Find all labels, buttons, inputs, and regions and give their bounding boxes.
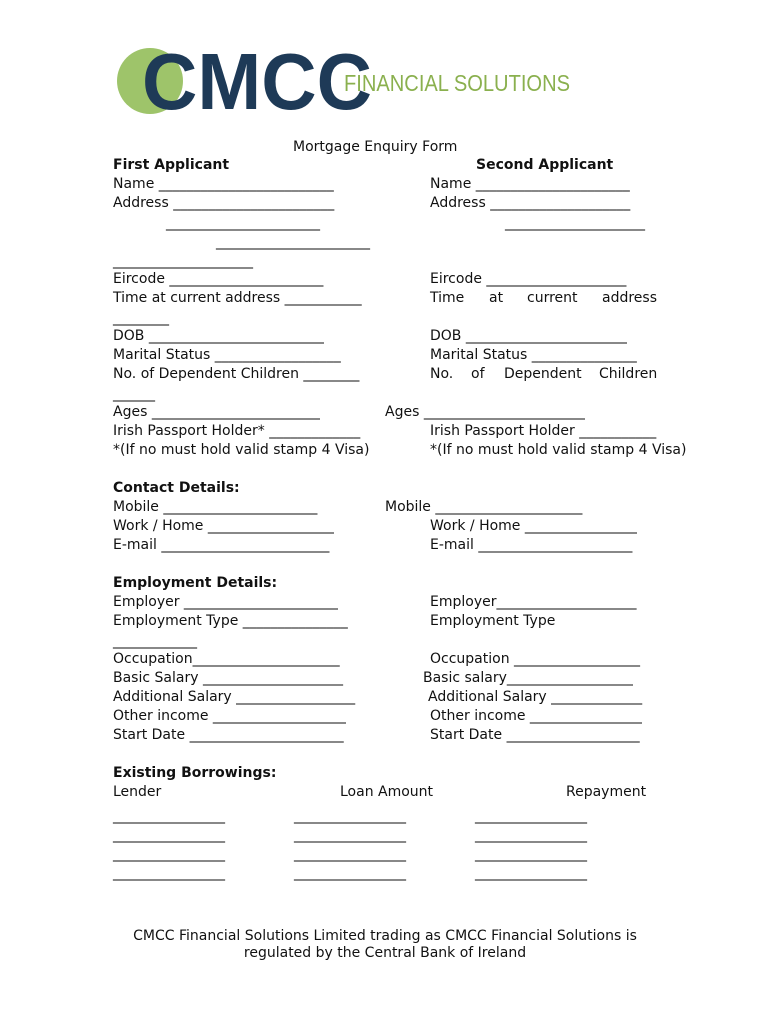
second-dependents-word-4: Children bbox=[599, 366, 658, 382]
form-title: Mortgage Enquiry Form bbox=[293, 139, 458, 155]
borrowing-lender-blank[interactable]: ________________ bbox=[113, 846, 225, 862]
borrowing-amount-blank[interactable]: ________________ bbox=[294, 827, 406, 843]
first-employment-type-continuation[interactable]: ____________ bbox=[113, 633, 197, 649]
second-occupation-field[interactable]: Occupation __________________ bbox=[430, 651, 641, 667]
second-eircode-field[interactable]: Eircode ____________________ bbox=[430, 271, 627, 287]
first-passport-note: *(If no must hold valid stamp 4 Visa) bbox=[113, 442, 370, 458]
second-work-home-field[interactable]: Work / Home ________________ bbox=[430, 518, 637, 534]
second-employer-field[interactable]: Employer____________________ bbox=[430, 594, 637, 610]
borrowing-amount-blank[interactable]: ________________ bbox=[294, 808, 406, 824]
borrowing-lender-blank[interactable]: ________________ bbox=[113, 865, 225, 881]
second-dependents-word-3: Dependent bbox=[504, 366, 582, 382]
first-basic-salary-field[interactable]: Basic Salary ____________________ bbox=[113, 670, 343, 686]
first-address-field[interactable]: Address _______________________ bbox=[113, 195, 335, 211]
borrowing-repayment-blank[interactable]: ________________ bbox=[475, 846, 587, 862]
second-dependents-word-1: No. bbox=[430, 366, 454, 382]
second-name-field[interactable]: Name ______________________ bbox=[430, 176, 630, 192]
first-work-home-field[interactable]: Work / Home __________________ bbox=[113, 518, 334, 534]
second-passport-note: *(If no must hold valid stamp 4 Visa) bbox=[430, 442, 687, 458]
first-marital-status-field[interactable]: Marital Status __________________ bbox=[113, 347, 341, 363]
second-marital-status-field[interactable]: Marital Status _______________ bbox=[430, 347, 637, 363]
first-name-field[interactable]: Name _________________________ bbox=[113, 176, 334, 192]
logo-tagline-text: FINANCIAL SOLUTIONS bbox=[344, 70, 570, 96]
footer-line-1: CMCC Financial Solutions Limited trading as CMCC Financial Solutions is bbox=[133, 928, 637, 944]
first-time-at-address-continuation[interactable]: ________ bbox=[113, 310, 169, 326]
second-address-field[interactable]: Address ____________________ bbox=[430, 195, 631, 211]
first-address-line-2[interactable]: ______________________ bbox=[166, 215, 320, 231]
first-dependents-field[interactable]: No. of Dependent Children ________ bbox=[113, 366, 360, 382]
lender-column-header: Lender bbox=[113, 784, 162, 800]
second-passport-field[interactable]: Irish Passport Holder ___________ bbox=[430, 423, 657, 439]
first-applicant-heading: First Applicant bbox=[113, 157, 230, 173]
first-email-field[interactable]: E-mail ________________________ bbox=[113, 537, 330, 553]
second-start-date-field[interactable]: Start Date ___________________ bbox=[430, 727, 640, 743]
first-dependents-continuation[interactable]: ______ bbox=[113, 386, 155, 402]
first-ages-field[interactable]: Ages ________________________ bbox=[113, 404, 320, 420]
first-additional-salary-field[interactable]: Additional Salary _________________ bbox=[113, 689, 356, 705]
second-mobile-field[interactable]: Mobile _____________________ bbox=[385, 499, 583, 515]
first-start-date-field[interactable]: Start Date ______________________ bbox=[113, 727, 344, 743]
borrowing-lender-blank[interactable]: ________________ bbox=[113, 827, 225, 843]
contact-details-heading: Contact Details: bbox=[113, 480, 240, 496]
first-other-income-field[interactable]: Other income ___________________ bbox=[113, 708, 346, 724]
second-time-word-2: at bbox=[489, 290, 504, 306]
second-dob-field[interactable]: DOB _______________________ bbox=[430, 328, 627, 344]
first-address-line-3[interactable]: ______________________ bbox=[216, 234, 370, 250]
second-employment-type-label: Employment Type bbox=[430, 613, 556, 629]
first-occupation-field[interactable]: Occupation_____________________ bbox=[113, 651, 340, 667]
second-dependents-word-2: of bbox=[471, 366, 485, 382]
employment-details-heading: Employment Details: bbox=[113, 575, 278, 591]
borrowing-lender-blank[interactable]: ________________ bbox=[113, 808, 225, 824]
second-basic-salary-field[interactable]: Basic salary__________________ bbox=[423, 670, 633, 686]
first-employer-field[interactable]: Employer ______________________ bbox=[113, 594, 338, 610]
borrowing-repayment-blank[interactable]: ________________ bbox=[475, 808, 587, 824]
second-address-line-2[interactable]: ____________________ bbox=[505, 215, 645, 231]
existing-borrowings-heading: Existing Borrowings: bbox=[113, 765, 277, 781]
first-passport-field[interactable]: Irish Passport Holder* _____________ bbox=[113, 423, 361, 439]
second-additional-salary-field[interactable]: Additional Salary _____________ bbox=[428, 689, 643, 705]
second-ages-field[interactable]: Ages _______________________ bbox=[385, 404, 585, 420]
first-mobile-field[interactable]: Mobile ______________________ bbox=[113, 499, 318, 515]
second-time-word-4: address bbox=[602, 290, 658, 306]
first-address-line-4[interactable]: ____________________ bbox=[113, 253, 253, 269]
second-time-word-1: Time bbox=[430, 290, 465, 306]
borrowing-amount-blank[interactable]: ________________ bbox=[294, 865, 406, 881]
first-eircode-field[interactable]: Eircode ______________________ bbox=[113, 271, 324, 287]
second-applicant-heading: Second Applicant bbox=[476, 157, 614, 173]
first-time-at-address-field[interactable]: Time at current address ___________ bbox=[113, 290, 362, 306]
second-other-income-field[interactable]: Other income ________________ bbox=[430, 708, 642, 724]
cmcc-logo bbox=[112, 48, 582, 114]
logo-brand-text: CMCC bbox=[142, 48, 372, 114]
first-employment-type-field[interactable]: Employment Type _______________ bbox=[113, 613, 348, 629]
borrowing-repayment-blank[interactable]: ________________ bbox=[475, 865, 587, 881]
loan-amount-column-header: Loan Amount bbox=[340, 784, 434, 800]
second-time-word-3: current bbox=[527, 290, 578, 306]
second-email-field[interactable]: E-mail ______________________ bbox=[430, 537, 633, 553]
repayment-column-header: Repayment bbox=[566, 784, 647, 800]
borrowing-amount-blank[interactable]: ________________ bbox=[294, 846, 406, 862]
first-dob-field[interactable]: DOB _________________________ bbox=[113, 328, 324, 344]
borrowing-repayment-blank[interactable]: ________________ bbox=[475, 827, 587, 843]
footer-line-2: regulated by the Central Bank of Ireland bbox=[243, 945, 527, 961]
